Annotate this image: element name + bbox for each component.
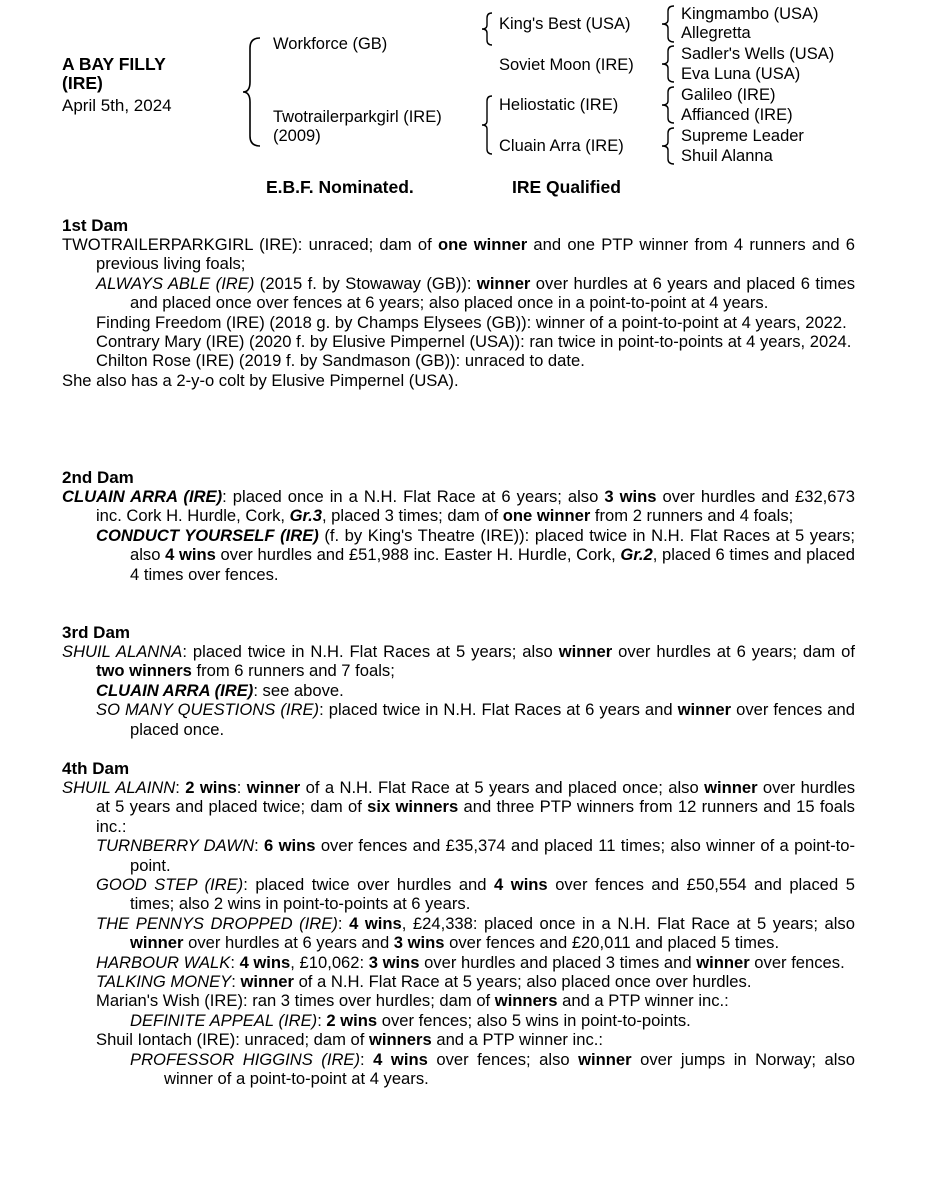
text: from 6 runners and 7 foals;: [191, 661, 395, 681]
highlight: winner: [558, 642, 613, 661]
text: : placed twice in N.H. Flat Races at 5 years; also: [182, 642, 559, 661]
progeny-name: SO MANY QUESTIONS (IRE): [96, 700, 320, 720]
highlight: winner: [246, 778, 301, 797]
dam-paragraph: [62, 235, 855, 274]
text: over hurdles at 6 years; dam of: [612, 642, 856, 661]
progeny-name: PROFESSOR HIGGINS (IRE): [130, 1049, 361, 1069]
highlight: two winners: [96, 661, 192, 681]
highlight: 3 wins: [604, 487, 657, 506]
horse-name-line2: (IRE): [62, 73, 103, 93]
second-dam-section: [62, 468, 855, 584]
third-dam-section: [62, 623, 855, 739]
text: of a N.H. Flat Race at 5 years and placed once; also: [300, 778, 705, 797]
dam-parents-brace: [480, 95, 494, 155]
sire-dam: Soviet Moon (IRE): [499, 56, 634, 74]
highlight: winner: [476, 273, 531, 293]
text: over fences and £50,554 and placed 5 times; also 2 wins in point-to-points at 6 years.: [130, 875, 855, 914]
grade: Gr.3: [289, 506, 322, 526]
gg-brace-2: [660, 45, 676, 83]
highlight: 4 wins: [494, 875, 548, 895]
highlight: winner: [130, 933, 184, 953]
section-title: 1st Dam: [62, 216, 129, 235]
highlight: winner: [696, 952, 750, 972]
text: :: [317, 1010, 327, 1030]
gg-5: Galileo (IRE): [681, 86, 776, 104]
text: and a PTP winner inc.:: [557, 991, 729, 1011]
sire-name: Workforce (GB): [273, 35, 388, 53]
gg-6: Affianced (IRE): [681, 106, 793, 124]
first-dam-section: [62, 216, 855, 390]
progeny-entry: [62, 1011, 855, 1030]
sire-dam-brace: [240, 36, 264, 148]
text: Marian's Wish (IRE): ran 3 times over hurdles; dam of: [96, 991, 495, 1011]
section-title: 2nd Dam: [62, 468, 134, 487]
dam-name: SHUIL ALAINN: [62, 778, 176, 797]
progeny-entry: [62, 274, 855, 313]
text: , placed 3 times; dam of: [321, 506, 503, 526]
dam-name: Twotrailerparkgirl (IRE): [273, 108, 442, 126]
highlight: winners: [369, 1030, 432, 1050]
highlight: six winners: [367, 797, 459, 817]
fourth-dam-section: [62, 759, 855, 1089]
highlight: winners: [494, 991, 558, 1011]
section-title: 3rd Dam: [62, 623, 131, 642]
highlight: 3 wins: [368, 952, 420, 972]
progeny-entry: Contrary Mary (IRE) (2020 f. by Elusive Pimpernel (USA)): ran twice in point-to-points at 4 years, 2024.: [96, 332, 852, 352]
text: (2015 f. by Stowaway (GB)):: [254, 273, 477, 293]
dam-sire: Heliostatic (IRE): [499, 96, 619, 114]
sire-sire: King's Best (USA): [499, 15, 631, 33]
highlight: one winner: [437, 235, 528, 254]
dam-year: (2009): [273, 127, 321, 145]
text: from 2 runners and 4 foals;: [590, 506, 794, 526]
horse-name-line1: A BAY FILLY: [62, 54, 166, 74]
highlight: winner: [677, 700, 732, 720]
gg-8: Shuil Alanna: [681, 147, 773, 165]
text: :: [236, 778, 247, 797]
ebf-nominated: E.B.F. Nominated.: [266, 177, 414, 197]
text: over fences and £35,374 and placed 11 times; also winner of a point-to-point.: [130, 836, 855, 875]
highlight: 3 wins: [393, 933, 445, 953]
highlight: 4 wins: [239, 952, 291, 972]
progeny-name: TALKING MONEY: [96, 972, 232, 992]
progeny-name: THE PENNYS DROPPED (IRE): [96, 913, 338, 933]
text: :: [230, 952, 240, 972]
text: over hurdles at 6 years and: [183, 933, 394, 953]
text: :: [175, 778, 186, 797]
dam-paragraph: [62, 778, 855, 836]
progeny-entry: [62, 1050, 855, 1089]
text: :: [231, 972, 241, 992]
progeny-entry: [62, 972, 855, 991]
text: over fences and placed once.: [130, 700, 855, 739]
text: , £10,062:: [290, 952, 369, 972]
dam-dam: Cluain Arra (IRE): [499, 137, 624, 155]
text: over hurdles and £32,673 inc. Cork H. Hurdle, Cork,: [96, 487, 855, 526]
highlight: one winner: [502, 506, 591, 526]
text: : placed once in a N.H. Flat Race at 6 years; also: [222, 487, 605, 506]
dam-note: She also has a 2-y-o colt by Elusive Pimpernel (USA).: [62, 370, 459, 390]
text: over hurdles at 5 years and placed twice; dam of: [96, 778, 855, 817]
progeny-name: TURNBERRY DAWN: [96, 836, 255, 856]
text: and a PTP winner inc.:: [431, 1030, 603, 1050]
gg-4: Eva Luna (USA): [681, 65, 801, 83]
progeny-entry: [62, 991, 855, 1010]
sire-parents-brace: [480, 12, 494, 46]
text: over fences; also: [427, 1049, 579, 1069]
progeny-entry: Chilton Rose (IRE) (2019 f. by Sandmason (GB)): unraced to date.: [96, 351, 585, 371]
text: : placed twice over hurdles and: [243, 875, 495, 895]
dam-paragraph: [62, 487, 855, 526]
progeny-name: CONDUCT YOURSELF (IRE): [96, 525, 319, 545]
gg-7: Supreme Leader: [681, 127, 804, 145]
text: :: [254, 836, 265, 856]
gg-2: Allegretta: [681, 24, 751, 42]
text: of a N.H. Flat Race at 5 years; also placed once over hurdles.: [293, 972, 752, 992]
text: and three PTP winners from 12 runners and 15 foals inc.:: [96, 797, 855, 836]
gg-3: Sadler's Wells (USA): [681, 45, 835, 63]
foaling-date: April 5th, 2024: [62, 96, 172, 115]
text: over jumps in Norway; also winner of a point-to-point at 4 years.: [164, 1049, 855, 1089]
text: over hurdles and placed 3 times and: [419, 952, 697, 972]
text: :: [360, 1049, 374, 1069]
text: : placed twice in N.H. Flat Races at 6 years and: [319, 700, 678, 720]
progeny-entry: [62, 875, 855, 914]
progeny-entry: [62, 953, 855, 972]
highlight: 4 wins: [349, 913, 402, 933]
gg-brace-4: [660, 127, 676, 165]
progeny-entry: Finding Freedom (IRE) (2018 g. by Champs Elysees (GB)): winner of a point-to-point at 4 years, 2022.: [96, 312, 847, 332]
text: Shuil Iontach (IRE): unraced; dam of: [96, 1030, 370, 1050]
dam-name: CLUAIN ARRA (IRE): [62, 487, 223, 506]
text: over fences.: [749, 952, 845, 972]
progeny-entry: [62, 526, 855, 584]
highlight: winner: [578, 1049, 632, 1069]
highlight: winner: [704, 778, 758, 797]
text: over hurdles at 6 years and placed 6 times and placed once over fences at 6 years; also placed once in a point-to-point at 4 years.: [130, 273, 855, 313]
text: over fences and £20,011 and placed 5 times.: [444, 933, 780, 953]
progeny-entry: [62, 1030, 855, 1049]
grade: Gr.2: [620, 545, 653, 565]
highlight: 2 wins: [326, 1010, 378, 1030]
progeny-entry: [62, 681, 855, 700]
progeny-name: DEFINITE APPEAL (IRE): [130, 1010, 318, 1030]
highlight: winner: [240, 972, 294, 992]
progeny-name: HARBOUR WALK: [96, 952, 231, 972]
text: TWOTRAILERPARKGIRL (IRE): unraced; dam of: [62, 235, 438, 254]
text: and one PTP winner from 4 runners and 6 previous living foals;: [96, 235, 855, 274]
progeny-entry: [62, 836, 855, 875]
gg-brace-1: [660, 5, 676, 43]
dam-name: SHUIL ALANNA: [62, 642, 183, 661]
text: , placed 6 times and placed 4 times over fences.: [130, 545, 855, 584]
text: over hurdles and £51,988 inc. Easter H. Hurdle, Cork,: [215, 545, 621, 565]
highlight: 6 wins: [264, 836, 316, 856]
gg-1: Kingmambo (USA): [681, 5, 819, 23]
highlight: 4 wins: [373, 1049, 428, 1069]
progeny-name: ALWAYS ABLE (IRE): [96, 273, 255, 293]
highlight: 4 wins: [165, 545, 216, 565]
highlight: 2 wins: [185, 778, 237, 797]
text: , £24,338: placed once in a N.H. Flat Race at 5 years; also: [401, 913, 855, 933]
ire-qualified: IRE Qualified: [512, 177, 621, 197]
progeny-name: GOOD STEP (IRE): [96, 875, 244, 895]
horse-name: [62, 55, 166, 93]
gg-brace-3: [660, 86, 676, 124]
dam-paragraph: [62, 642, 855, 681]
progeny-name: CLUAIN ARRA (IRE): [96, 680, 254, 700]
text: :: [337, 913, 350, 933]
text: over fences; also 5 wins in point-to-points.: [377, 1010, 691, 1030]
progeny-entry: [62, 700, 855, 739]
progeny-entry: [62, 914, 855, 953]
section-title: 4th Dam: [62, 759, 130, 778]
text: : see above.: [253, 680, 344, 700]
text: (f. by King's Theatre (IRE)): placed twice in N.H. Flat Races at 5 years; also: [130, 525, 855, 565]
